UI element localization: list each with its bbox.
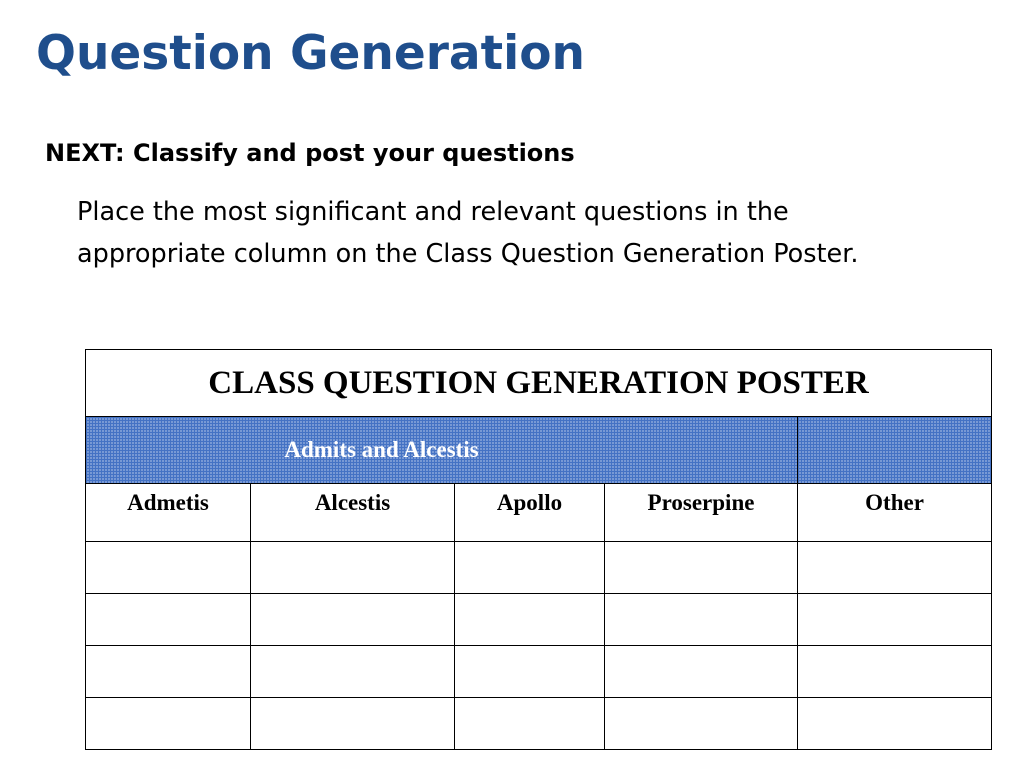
column-header-other: Other bbox=[798, 484, 992, 542]
banner-cell-empty bbox=[798, 417, 992, 484]
column-header-alcestis: Alcestis bbox=[251, 484, 455, 542]
table-cell bbox=[798, 698, 992, 750]
class-question-poster-table bbox=[85, 349, 992, 750]
table-row bbox=[86, 542, 992, 594]
table-cell bbox=[251, 594, 455, 646]
column-header-proserpine: Proserpine bbox=[605, 484, 798, 542]
table-row bbox=[86, 594, 992, 646]
table-cell bbox=[86, 646, 251, 698]
table-cell bbox=[86, 698, 251, 750]
table-cell bbox=[86, 542, 251, 594]
table-cell bbox=[798, 542, 992, 594]
banner-row bbox=[86, 417, 992, 484]
next-step-heading: NEXT: Classify and post your questions bbox=[45, 139, 575, 167]
instruction-text bbox=[77, 191, 1017, 275]
table-cell bbox=[455, 542, 605, 594]
table-cell bbox=[798, 594, 992, 646]
column-header-apollo: Apollo bbox=[455, 484, 605, 542]
banner-cell bbox=[86, 417, 798, 484]
table-cell bbox=[86, 594, 251, 646]
instruction-line: appropriate column on the Class Question Generation Poster. bbox=[77, 239, 859, 269]
poster-title: CLASS QUESTION GENERATION POSTER bbox=[86, 350, 992, 417]
table-cell bbox=[251, 542, 455, 594]
table-row bbox=[86, 698, 992, 750]
table-cell bbox=[605, 646, 798, 698]
column-header-row bbox=[86, 484, 992, 542]
slide-title: Question Generation bbox=[36, 26, 585, 81]
table-cell bbox=[455, 646, 605, 698]
table-cell bbox=[605, 698, 798, 750]
poster-title-row bbox=[86, 350, 992, 417]
table-cell bbox=[455, 698, 605, 750]
table-cell bbox=[605, 542, 798, 594]
table-cell bbox=[605, 594, 798, 646]
table-cell bbox=[798, 646, 992, 698]
column-header-admetis: Admetis bbox=[86, 484, 251, 542]
table-row bbox=[86, 646, 992, 698]
table-cell bbox=[251, 698, 455, 750]
table-cell bbox=[455, 594, 605, 646]
table-cell bbox=[251, 646, 455, 698]
instruction-line: Place the most significant and relevant questions in the bbox=[77, 197, 789, 227]
banner-label: Admits and Alcestis bbox=[284, 437, 479, 462]
